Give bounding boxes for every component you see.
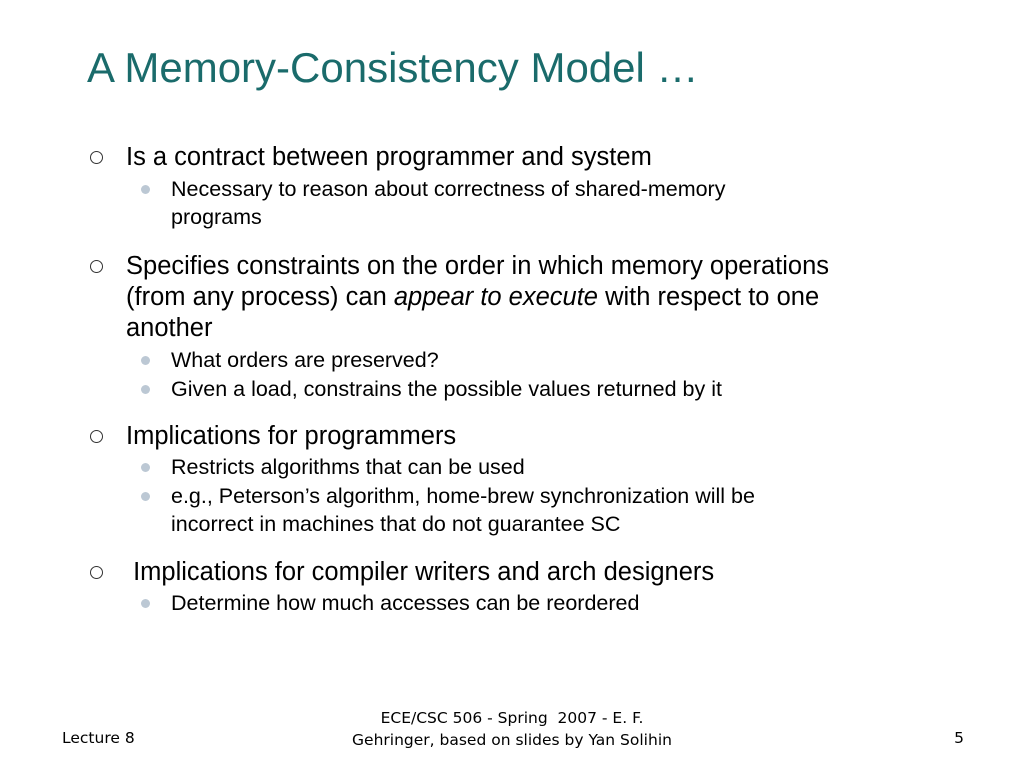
footer-page-number: 5 xyxy=(954,729,964,747)
hollow-circle-bullet-icon xyxy=(90,260,103,273)
bullet-text: Is a contract between programmer and system xyxy=(126,143,652,171)
bullet-text: Implications for compiler writers and arch designers xyxy=(126,558,715,586)
subbullet-text: Given a load, constrains the possible values returned by it xyxy=(171,377,722,401)
subbullet-given-load xyxy=(171,375,931,403)
emphasis-text: appear to execute xyxy=(393,283,598,311)
footer-lecture: Lecture 8 xyxy=(62,729,135,747)
filled-circle-bullet-icon xyxy=(141,463,150,472)
filled-circle-bullet-icon xyxy=(141,599,150,608)
footer-course-line2: Gehringer, based on slides by Yan Solihin xyxy=(352,731,672,749)
filled-circle-bullet-icon xyxy=(141,385,150,394)
subbullet-determine xyxy=(171,589,931,617)
bullet-text-cont: another xyxy=(126,314,213,342)
subbullet-necessary xyxy=(171,175,931,231)
subbullet-restricts xyxy=(171,453,931,481)
subbullet-peterson xyxy=(171,482,931,538)
subbullet-text-cont: incorrect in machines that do not guarantee SC xyxy=(171,512,621,536)
subbullet-orders xyxy=(171,346,931,374)
hollow-circle-bullet-icon xyxy=(90,566,103,579)
bullet-text-cont: (from any process) can xyxy=(126,283,394,311)
filled-circle-bullet-icon xyxy=(141,356,150,365)
footer-course-credit xyxy=(312,707,712,751)
bullet-compiler xyxy=(126,557,966,588)
subbullet-text: e.g., Peterson’s algorithm, home-brew synchronization will be xyxy=(171,484,755,508)
subbullet-text: Restricts algorithms that can be used xyxy=(171,455,525,479)
subbullet-text: Determine how much accesses can be reordered xyxy=(171,591,640,615)
bullet-specifies xyxy=(126,251,966,344)
filled-circle-bullet-icon xyxy=(141,185,150,194)
bullet-text-cont: with respect to one xyxy=(598,283,820,311)
footer-course-line1: ECE/CSC 506 - Spring 2007 - E. F. xyxy=(380,709,644,727)
hollow-circle-bullet-icon xyxy=(90,430,103,443)
subbullet-text-cont: programs xyxy=(171,205,262,229)
hollow-circle-bullet-icon xyxy=(90,151,103,164)
bullet-contract xyxy=(126,142,966,173)
bullet-text: Implications for programmers xyxy=(126,422,457,450)
subbullet-text: What orders are preserved? xyxy=(171,348,439,372)
bullet-text: Specifies constraints on the order in which memory operations xyxy=(126,252,830,280)
filled-circle-bullet-icon xyxy=(141,492,150,501)
slide-title: A Memory-Consistency Model … xyxy=(87,44,699,91)
subbullet-text: Necessary to reason about correctness of shared-memory xyxy=(171,177,726,201)
bullet-programmers xyxy=(126,421,966,452)
